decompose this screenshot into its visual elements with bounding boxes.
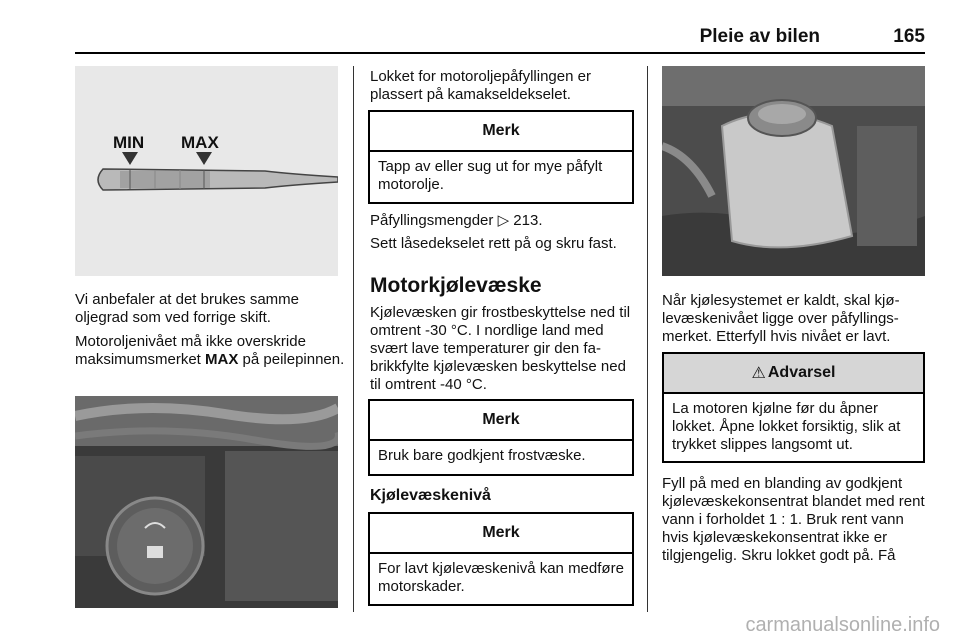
warning-triangle-icon: ⚠ — [751, 365, 766, 382]
section-heading-coolant: Motorkjølevæske — [370, 274, 542, 297]
max-emphasis: MAX — [205, 351, 239, 368]
page-reference-arrow-icon: ▷ — [497, 212, 510, 229]
page-reference-link[interactable]: 213. — [513, 212, 543, 229]
watermark: carmanualsonline.info — [745, 614, 940, 636]
note-title: Merk — [370, 112, 632, 152]
note-title: Merk — [370, 401, 632, 441]
note-title: Merk — [370, 514, 632, 554]
manual-symbol-icon — [147, 546, 163, 558]
reservoir-photo-graphic — [662, 66, 925, 276]
paragraph-fill-mixture: Fyll på med en blanding av godkjent kjølevæskekonsentrat blandet med rent vann i forholdet 1 : 1. Bruk rent vann hvis kjølevæskekonsentrat ikke er tilgjengelig. Skru lokket godt på. Få — [662, 475, 925, 564]
paragraph-oil-level-text: Motoroljenivået må ikke overskride maksimumsmerket — [75, 333, 306, 368]
paragraph-lock-cover: Sett låsedekselet rett på og skru fast. — [370, 235, 617, 252]
note-body: Tapp av eller sug ut for mye påfylt motorolje. — [378, 158, 603, 193]
max-label: MAX — [181, 133, 219, 152]
min-arrow-icon — [122, 152, 138, 165]
warning-box-hot-engine — [662, 352, 925, 463]
max-arrow-icon — [196, 152, 212, 165]
page-number: 165 — [893, 26, 925, 47]
note-body: Bruk bare godkjent frostvæske. — [378, 447, 586, 464]
column-divider-1 — [353, 66, 354, 612]
paragraph-oil-level-text-end: på peilepinnen. — [238, 351, 345, 368]
paragraph-fill-quantities — [370, 212, 632, 230]
dipstick-graphic — [75, 66, 338, 276]
min-label: MIN — [113, 133, 145, 152]
warning-body: La motoren kjølne før du åpner lokket. Åpne lokket forsiktig, slik at trykket slippes langsomt ut. — [672, 400, 901, 453]
header-rule — [75, 52, 925, 54]
warning-title — [664, 354, 923, 394]
engine-photo-graphic — [75, 396, 338, 608]
note-box-antifreeze — [368, 399, 634, 476]
warning-title-text: Advarsel — [767, 364, 836, 381]
paragraph-filler-cap-location: Lokket for motoroljepåfyllingen er plassert på kamakseldekselet. — [370, 68, 591, 103]
paragraph-coolant-cold-level: Når kjølesystemet er kaldt, skal kjølevæskenivået ligge over påfyllingsmerket. Etterfyll hvis nivået er lavt. — [662, 292, 900, 345]
dipstick-marking-zone — [120, 171, 210, 188]
dipstick-illustration — [75, 66, 338, 276]
note-body: For lavt kjølevæskenivå kan medføre motorskader. — [378, 560, 624, 595]
subheading-coolant-level: Kjølevæskenivå — [370, 487, 491, 504]
paragraph-coolant-protection: Kjølevæsken gir frostbeskyttelse ned til omtrent -30 °C. I nordlige land med svært lave temperaturer gir den fabrikkfylte kjølevæsken beskyttelse ned til omtrent -40 °C. — [370, 304, 631, 393]
note-box-excess-oil — [368, 110, 634, 204]
note-box-low-coolant — [368, 512, 634, 606]
page-title: Pleie av bilen — [699, 26, 820, 47]
column-divider-2 — [647, 66, 648, 612]
paragraph-oil-level — [75, 333, 345, 369]
coolant-reservoir-photo — [662, 66, 925, 276]
paragraph-oil-grade: Vi anbefaler at det brukes samme oljegrad som ved forrige skift. — [75, 291, 300, 326]
oil-filler-cap-photo — [75, 396, 338, 608]
fill-quantities-text: Påfyllingsmengder — [370, 212, 494, 229]
